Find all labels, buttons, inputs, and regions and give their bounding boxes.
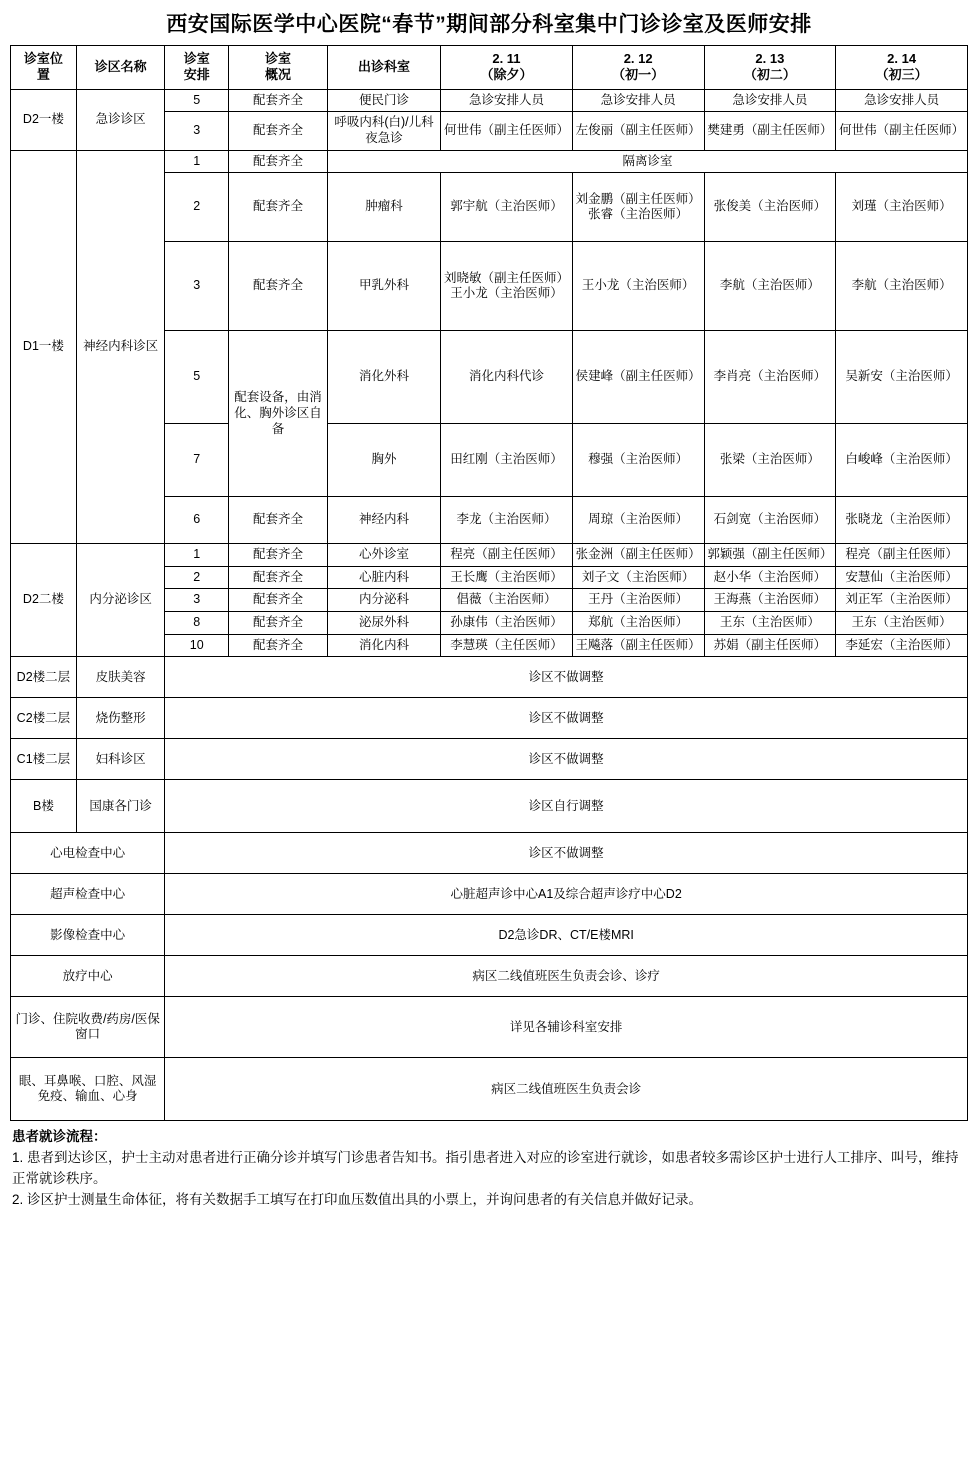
cell-zone: 内分泌诊区 <box>76 544 164 657</box>
cell-doctor-214: 急诊安排人员 <box>836 89 968 112</box>
cell-zone: 急诊诊区 <box>76 89 164 150</box>
cell-doctor-212: 张金洲（副主任医师） <box>572 544 704 567</box>
cell-doctor-213: 王海燕（主治医师） <box>704 589 836 612</box>
cell-overview: 配套齐全 <box>229 544 328 567</box>
column-header-date-211: 2. 11 （除夕） <box>441 46 573 90</box>
table-row <box>11 780 968 833</box>
table-row <box>11 698 968 739</box>
cell-overview: 配套齐全 <box>229 612 328 635</box>
cell-doctor-212: 郑航（主治医师） <box>572 612 704 635</box>
column-header-date-212: 2. 12 （初一） <box>572 46 704 90</box>
cell-note: 病区二线值班医生负责会诊、诊疗 <box>165 956 968 997</box>
cell-doctor-212: 王小龙（主治医师） <box>572 242 704 331</box>
table-row <box>11 956 968 997</box>
table-body <box>11 89 968 1121</box>
table-row <box>11 833 968 874</box>
column-header-overview: 诊室 概况 <box>229 46 328 90</box>
column-header-date-213: 2. 13 （初二） <box>704 46 836 90</box>
cell-doctor-213: 郭颖强（副主任医师） <box>704 544 836 567</box>
cell-doctor-212: 王丹（主治医师） <box>572 589 704 612</box>
cell-doctor-211: 消化内科代诊 <box>441 331 573 424</box>
cell-doctor-211: 刘晓敏（副主任医师）王小龙（主治医师） <box>441 242 573 331</box>
cell-doctor-213: 王东（主治医师） <box>704 612 836 635</box>
cell-doctor-212: 周琼（主治医师） <box>572 497 704 544</box>
cell-note: 详见各辅诊科室安排 <box>165 997 968 1058</box>
cell-overview: 配套齐全 <box>229 112 328 150</box>
cell-room: 7 <box>165 424 229 497</box>
cell-note: 诊区自行调整 <box>165 780 968 833</box>
cell-dept: 神经内科 <box>327 497 440 544</box>
cell-doctor-213: 赵小华（主治医师） <box>704 566 836 589</box>
cell-merged-note: 隔离诊室 <box>327 150 967 173</box>
cell-dept: 心外诊室 <box>327 544 440 567</box>
cell-room: 10 <box>165 634 229 657</box>
cell-doctor-211: 急诊安排人员 <box>441 89 573 112</box>
cell-room: 3 <box>165 242 229 331</box>
column-header-zone: 诊区名称 <box>76 46 164 90</box>
cell-dept: 便民门诊 <box>327 89 440 112</box>
cell-dept: 心脏内科 <box>327 566 440 589</box>
table-row <box>11 739 968 780</box>
cell-doctor-214: 王东（主治医师） <box>836 612 968 635</box>
table-header <box>11 46 968 90</box>
cell-doctor-213: 张俊美（主治医师） <box>704 173 836 242</box>
cell-doctor-213: 李肖亮（主治医师） <box>704 331 836 424</box>
cell-note: 心脏超声诊中心A1及综合超声诊疗中心D2 <box>165 874 968 915</box>
cell-note: 诊区不做调整 <box>165 739 968 780</box>
column-header-room: 诊室 安排 <box>165 46 229 90</box>
table-row <box>11 150 968 173</box>
cell-location: D1一楼 <box>11 150 77 544</box>
cell-zone: 妇科诊区 <box>76 739 164 780</box>
cell-doctor-212: 王飚落（副主任医师） <box>572 634 704 657</box>
cell-doctor-213: 苏娟（副主任医师） <box>704 634 836 657</box>
cell-dept: 泌尿外科 <box>327 612 440 635</box>
notes-header: 患者就诊流程： <box>12 1129 107 1145</box>
cell-overview: 配套齐全 <box>229 566 328 589</box>
cell-location: D2一楼 <box>11 89 77 150</box>
cell-doctor-211: 李龙（主治医师） <box>441 497 573 544</box>
cell-room: 5 <box>165 331 229 424</box>
notes-line-1: 1. 患者到达诊区，护士主动对患者进行正确分诊并填写门诊患者告知书。指引患者进入对应的诊室进行就诊，如患者较多需诊区护士进行人工排序、叫号，维持正常就诊秩序。 <box>12 1150 959 1187</box>
cell-location: C1楼二层 <box>11 739 77 780</box>
cell-note: 病区二线值班医生负责会诊 <box>165 1058 968 1121</box>
cell-dept: 消化外科 <box>327 331 440 424</box>
cell-dept: 内分泌科 <box>327 589 440 612</box>
cell-doctor-211: 孙康伟（主治医师） <box>441 612 573 635</box>
cell-overview: 配套齐全 <box>229 497 328 544</box>
table-row <box>11 997 968 1058</box>
notes-line-2: 2. 诊区护士测量生命体征，将有关数据手工填写在打印血压数值出具的小票上，并询问患者的有关信息并做好记录。 <box>12 1192 703 1208</box>
cell-location: 影像检查中心 <box>11 915 165 956</box>
cell-dept: 甲乳外科 <box>327 242 440 331</box>
cell-doctor-211: 李慧瑛（主任医师） <box>441 634 573 657</box>
column-header-date-214: 2. 14 （初三） <box>836 46 968 90</box>
cell-doctor-214: 白峻峰（主治医师） <box>836 424 968 497</box>
cell-doctor-212: 侯建峰（副主任医师） <box>572 331 704 424</box>
cell-location: C2楼二层 <box>11 698 77 739</box>
cell-doctor-213: 石剑宽（主治医师） <box>704 497 836 544</box>
cell-doctor-214: 吴新安（主治医师） <box>836 331 968 424</box>
cell-location: 心电检查中心 <box>11 833 165 874</box>
cell-room: 2 <box>165 173 229 242</box>
cell-location: 放疗中心 <box>11 956 165 997</box>
table-row <box>11 1058 968 1121</box>
column-header-location: 诊室位 置 <box>11 46 77 90</box>
cell-doctor-214: 程亮（副主任医师） <box>836 544 968 567</box>
cell-overview: 配套齐全 <box>229 173 328 242</box>
patient-flow-notes <box>10 1127 968 1211</box>
cell-location: D2二楼 <box>11 544 77 657</box>
cell-doctor-212: 穆强（主治医师） <box>572 424 704 497</box>
cell-overview: 配套齐全 <box>229 242 328 331</box>
cell-doctor-214: 刘正军（主治医师） <box>836 589 968 612</box>
cell-doctor-211: 倡薇（主治医师） <box>441 589 573 612</box>
cell-doctor-214: 安慧仙（主治医师） <box>836 566 968 589</box>
cell-note: D2急诊DR、CT/E楼MRI <box>165 915 968 956</box>
cell-zone: 国康各门诊 <box>76 780 164 833</box>
cell-location: D2楼二层 <box>11 657 77 698</box>
cell-doctor-214: 何世伟（副主任医师） <box>836 112 968 150</box>
cell-dept: 消化内科 <box>327 634 440 657</box>
cell-overview: 配套齐全 <box>229 150 328 173</box>
cell-location: 门诊、住院收费/药房/医保窗口 <box>11 997 165 1058</box>
cell-note: 诊区不做调整 <box>165 657 968 698</box>
cell-doctor-211: 田红刚（主治医师） <box>441 424 573 497</box>
cell-doctor-214: 刘瑾（主治医师） <box>836 173 968 242</box>
cell-zone: 烧伤整形 <box>76 698 164 739</box>
cell-room: 1 <box>165 544 229 567</box>
cell-note: 诊区不做调整 <box>165 698 968 739</box>
cell-doctor-212: 刘子文（主治医师） <box>572 566 704 589</box>
cell-dept: 肿瘤科 <box>327 173 440 242</box>
cell-room: 8 <box>165 612 229 635</box>
cell-doctor-212: 左俊丽（副主任医师） <box>572 112 704 150</box>
cell-doctor-214: 李延宏（主治医师） <box>836 634 968 657</box>
cell-dept: 呼吸内科(白)/儿科夜急诊 <box>327 112 440 150</box>
cell-overview: 配套齐全 <box>229 589 328 612</box>
cell-doctor-212: 急诊安排人员 <box>572 89 704 112</box>
cell-doctor-213: 张梁（主治医师） <box>704 424 836 497</box>
cell-room: 5 <box>165 89 229 112</box>
cell-doctor-212: 刘金鹏（副主任医师）张睿（主治医师） <box>572 173 704 242</box>
column-header-dept: 出诊科室 <box>327 46 440 90</box>
cell-doctor-211: 郭宇航（主治医师） <box>441 173 573 242</box>
table-row <box>11 874 968 915</box>
cell-room: 3 <box>165 112 229 150</box>
cell-location: 眼、耳鼻喉、口腔、风湿免疫、输血、心身 <box>11 1058 165 1121</box>
cell-zone: 神经内科诊区 <box>76 150 164 544</box>
table-row <box>11 657 968 698</box>
cell-overview: 配套设备，由消化、胸外诊区自备 <box>229 331 328 497</box>
cell-doctor-213: 樊建勇（副主任医师） <box>704 112 836 150</box>
cell-location: B楼 <box>11 780 77 833</box>
table-row <box>11 544 968 567</box>
table-row <box>11 915 968 956</box>
cell-doctor-214: 李航（主治医师） <box>836 242 968 331</box>
cell-doctor-213: 李航（主治医师） <box>704 242 836 331</box>
cell-note: 诊区不做调整 <box>165 833 968 874</box>
cell-doctor-211: 程亮（副主任医师） <box>441 544 573 567</box>
cell-doctor-213: 急诊安排人员 <box>704 89 836 112</box>
cell-doctor-214: 张晓龙（主治医师） <box>836 497 968 544</box>
cell-room: 6 <box>165 497 229 544</box>
cell-room: 1 <box>165 150 229 173</box>
cell-room: 3 <box>165 589 229 612</box>
cell-overview: 配套齐全 <box>229 89 328 112</box>
cell-doctor-211: 王长鹰（主治医师） <box>441 566 573 589</box>
cell-dept: 胸外 <box>327 424 440 497</box>
cell-room: 2 <box>165 566 229 589</box>
schedule-table <box>10 45 968 1121</box>
table-row <box>11 89 968 112</box>
cell-doctor-211: 何世伟（副主任医师） <box>441 112 573 150</box>
cell-overview: 配套齐全 <box>229 634 328 657</box>
cell-location: 超声检查中心 <box>11 874 165 915</box>
table-header-row <box>11 46 968 90</box>
cell-zone: 皮肤美容 <box>76 657 164 698</box>
page-title: 西安国际医学中心医院“春节”期间部分科室集中门诊诊室及医师安排 <box>166 13 812 36</box>
